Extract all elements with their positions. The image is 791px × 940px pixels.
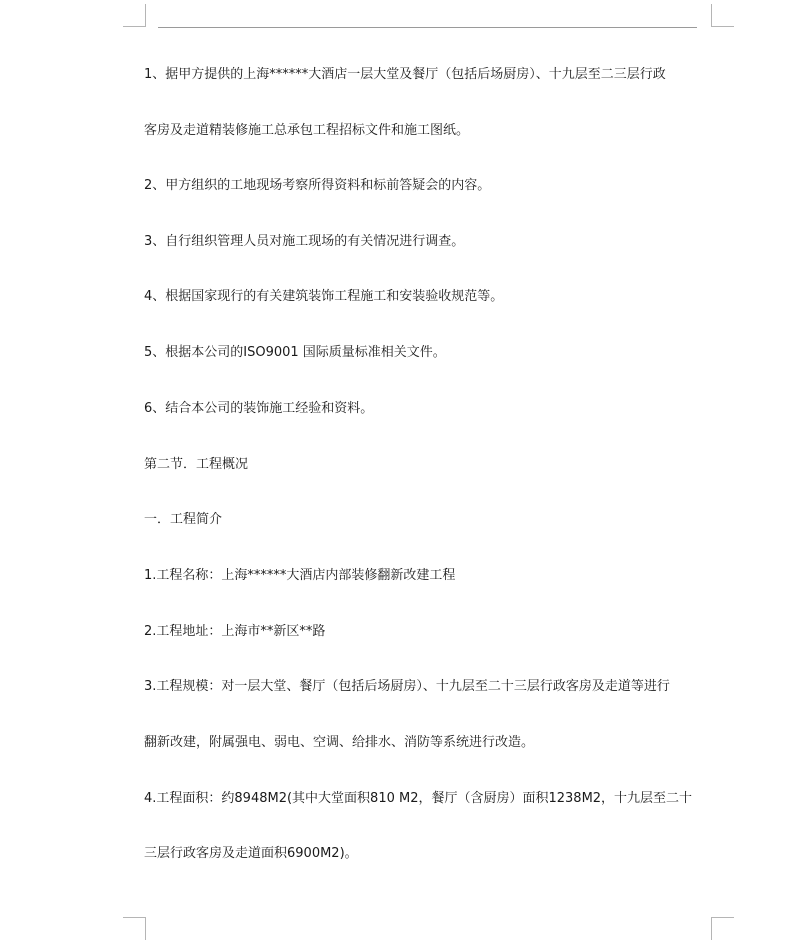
section-heading: 第二节．工程概况 xyxy=(144,457,249,472)
margin-corner-top-left xyxy=(123,4,146,27)
paragraph-basis-1-line-1: 1、据甲方提供的上海******大酒店一层大堂及餐厅（包括后场厨房）、十九层至二三层行政 xyxy=(144,67,666,82)
paragraph-basis-3: 3、自行组织管理人员对施工现场的有关情况进行调查。 xyxy=(144,234,465,249)
project-scale-line-2: 翻新改建，附属强电、弱电、空调、给排水、消防等系统进行改造。 xyxy=(144,735,535,750)
project-address: 2.工程地址：上海市**新区**路 xyxy=(144,624,326,639)
paragraph-basis-1-line-2: 客房及走道精装修施工总承包工程招标文件和施工图纸。 xyxy=(144,123,470,138)
paragraph-basis-5: 5、根据本公司的ISO9001 国际质量标准相关文件。 xyxy=(144,345,446,360)
header-rule xyxy=(158,27,697,28)
margin-corner-top-right xyxy=(711,4,734,27)
project-area-line-1: 4.工程面积：约8948M2(其中大堂面积810 M2，餐厅（含厨房）面积1238M2，十九层至二十 xyxy=(144,791,693,806)
paragraph-basis-2: 2、甲方组织的工地现场考察所得资料和标前答疑会的内容。 xyxy=(144,178,491,193)
project-area-line-2: 三层行政客房及走道面积6900M2)。 xyxy=(144,846,358,861)
project-name: 1.工程名称：上海******大酒店内部装修翻新改建工程 xyxy=(144,568,456,583)
project-scale-line-1: 3.工程规模：对一层大堂、餐厅（包括后场厨房）、十九层至二十三层行政客房及走道等进行 xyxy=(144,679,670,694)
paragraph-basis-6: 6、结合本公司的装饰施工经验和资料。 xyxy=(144,401,374,416)
subsection-heading: 一．工程简介 xyxy=(144,512,223,527)
paragraph-basis-4: 4、根据国家现行的有关建筑装饰工程施工和安装验收规范等。 xyxy=(144,289,504,304)
